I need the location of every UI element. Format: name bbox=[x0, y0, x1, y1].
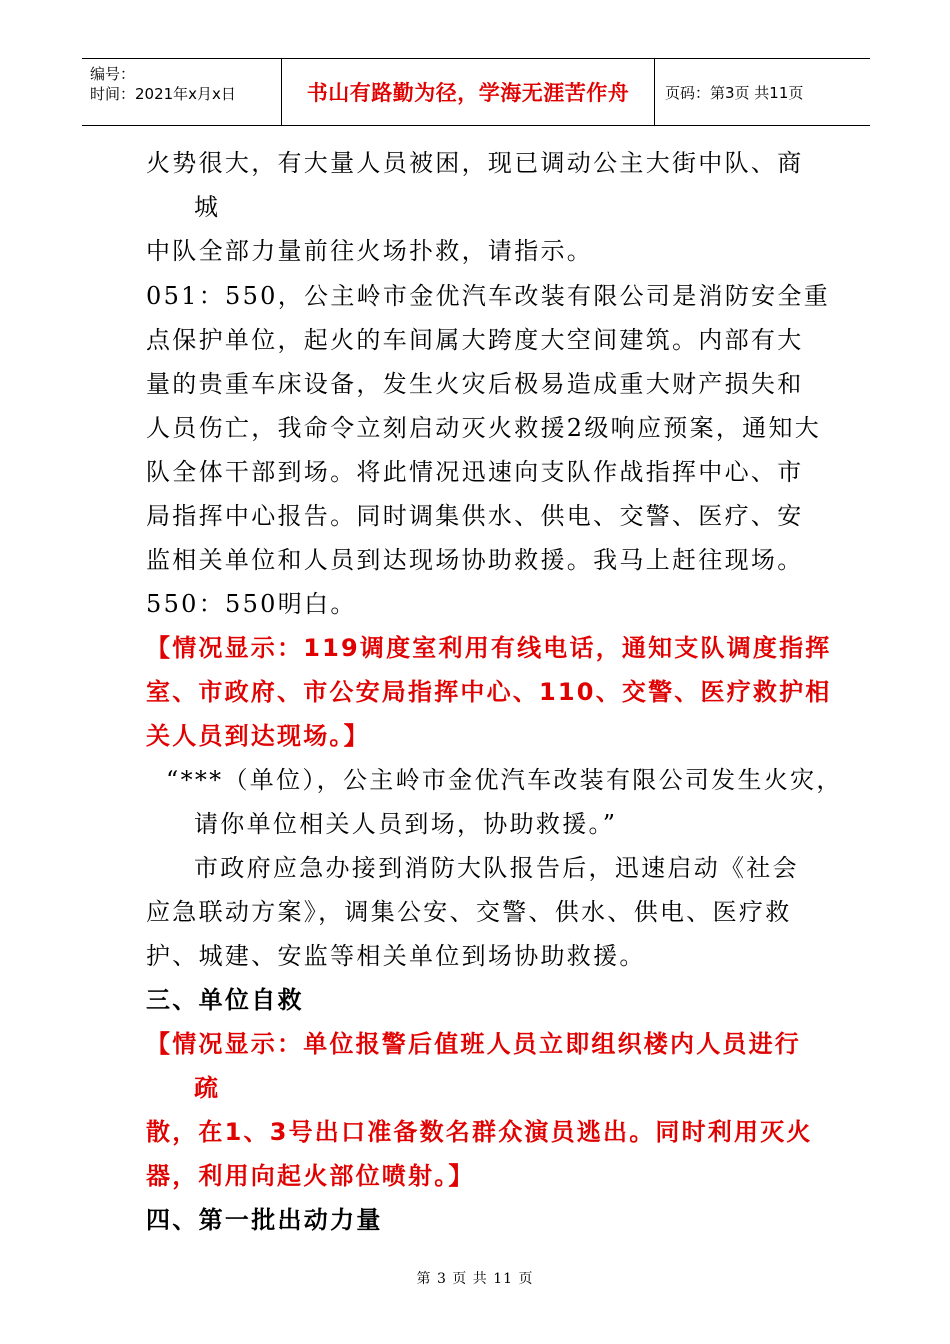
body-line: 量的贵重车床设备，发生火灾后极易造成重大财产损失和 bbox=[146, 370, 804, 398]
body-line: 051：550，公主岭市金优汽车改装有限公司是消防安全重 bbox=[146, 282, 831, 310]
situation-note-line: 室、市政府、市公安局指挥中心、110、交警、医疗救护相 bbox=[146, 678, 832, 706]
body-line: 队全体干部到场。将此情况迅速向支队作战指挥中心、市 bbox=[146, 458, 804, 486]
situation-note-line: 关人员到达现场。】 bbox=[146, 722, 370, 750]
page-footer: 第 3 页 共 11 页 bbox=[416, 1271, 534, 1287]
situation-note-line: 器，利用向起火部位喷射。】 bbox=[146, 1162, 475, 1190]
body-line: “***（单位），公主岭市金优汽车改装有限公司发生火灾， bbox=[166, 766, 843, 794]
body-line: 应急联动方案》，调集公安、交警、供水、供电、医疗救 bbox=[146, 898, 792, 926]
body-line: 点保护单位，起火的车间属大跨度大空间建筑。内部有大 bbox=[146, 326, 804, 354]
header-page-code: 页码：第3页 共11页 bbox=[665, 83, 804, 102]
header-meta bbox=[82, 59, 282, 125]
body-line: 城 bbox=[194, 193, 221, 221]
body-line: 护、城建、安监等相关单位到场协助救援。 bbox=[146, 942, 646, 970]
page-header bbox=[82, 58, 870, 126]
body-line: 局指挥中心报告。同时调集供水、供电、交警、医疗、安 bbox=[146, 502, 804, 530]
section-heading: 三、单位自救 bbox=[146, 986, 304, 1014]
body-line: 550：550明白。 bbox=[146, 590, 357, 618]
header-time-label: 时间：2021年x月x日 bbox=[90, 85, 236, 103]
body-line: 监相关单位和人员到达现场协助救援。我马上赶往现场。 bbox=[146, 546, 804, 574]
header-number-label: 编号： bbox=[90, 65, 136, 83]
section-heading: 四、第一批出动力量 bbox=[146, 1206, 383, 1234]
body-line: 市政府应急办接到消防大队报告后，迅速启动《社会 bbox=[194, 854, 799, 882]
header-motto: 书山有路勤为径，学海无涯苦作舟 bbox=[282, 59, 655, 125]
body-line: 中队全部力量前往火场扑救，请指示。 bbox=[146, 237, 594, 265]
body-line: 人员伤亡，我命令立刻启动灭火救援2级响应预案，通知大 bbox=[146, 414, 822, 442]
body-line: 请你单位相关人员到场，协助救援。” bbox=[194, 810, 618, 838]
situation-note-line: 【情况显示：单位报警后值班人员立即组织楼内人员进行 bbox=[146, 1030, 801, 1058]
situation-note-line: 【情况显示：119调度室利用有线电话，通知支队调度指挥 bbox=[146, 634, 832, 662]
body-line: 火势很大，有大量人员被困，现已调动公主大街中队、商 bbox=[146, 149, 804, 177]
situation-note-line: 散，在1、3号出口准备数名群众演员逃出。同时利用灭火 bbox=[146, 1118, 813, 1146]
situation-note-line: 疏 bbox=[194, 1074, 221, 1102]
